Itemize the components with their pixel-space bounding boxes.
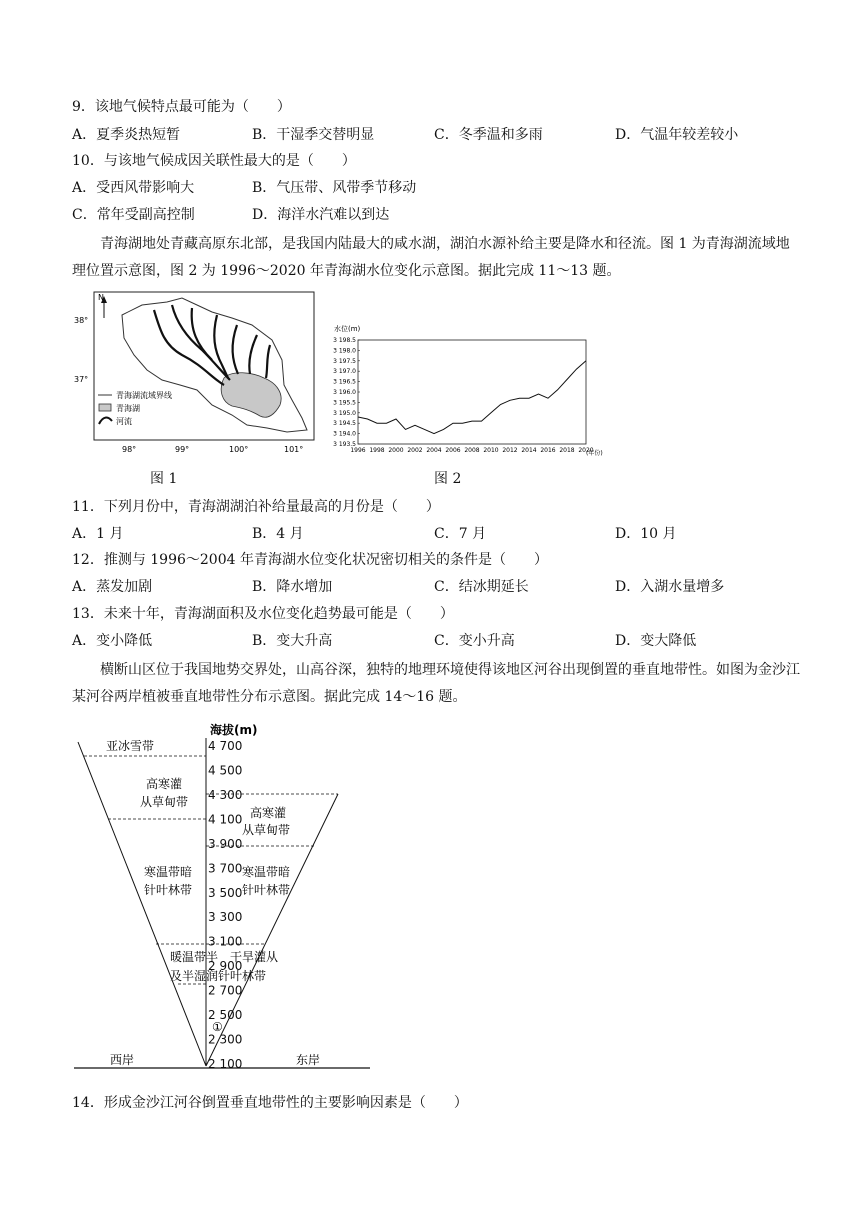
q13-option-b: B．变大升高 [252, 633, 333, 649]
legend-lake-icon [99, 404, 111, 411]
shared-zone-line2: 及半湿润针叶林带 [170, 969, 267, 983]
basin-boundary [122, 298, 307, 432]
question-14-stem: 14．形成金沙江河谷倒置垂直地带性的主要影响因素是（ ） [72, 1095, 468, 1111]
chart-y-tick-label: 3 194.5 [333, 420, 356, 428]
east-zone-alpine-line1: 高寒灌 [250, 806, 287, 820]
q9-option-a: A．夏季炎热短暂 [72, 127, 181, 143]
west-zone-conifer-line2: 针叶林带 [144, 883, 193, 897]
figure-2-water-level-chart [332, 322, 622, 458]
q12-option-d: D．入湖水量增多 [615, 579, 725, 595]
q12-option-b: B．降水增加 [252, 579, 333, 595]
chart-y-tick-label: 3 195.5 [333, 399, 356, 407]
q10-option-d: D．海洋水汽难以到达 [252, 207, 390, 223]
chart-x-tick-label: 1998 [369, 447, 385, 454]
q10-option-b: B．气压带、风带季节移动 [252, 180, 417, 196]
legend-boundary-label: 青海湖流域界线 [116, 391, 172, 400]
chart-x-tick-label: 2012 [502, 447, 518, 454]
q11-option-c: C．7 月 [434, 526, 487, 542]
q13-option-d: D．变大降低 [615, 633, 697, 649]
west-bank-label: 西岸 [110, 1053, 135, 1067]
chart-y-tick-label: 3 196.0 [333, 389, 356, 396]
chart-x-tick-label: 2018 [559, 447, 575, 454]
altitude-label: 3 100 [208, 934, 243, 949]
chart-x-tick-label: 2004 [426, 447, 442, 454]
altitude-label: 2 900 [208, 959, 243, 974]
rivers [154, 305, 270, 385]
lon-label-99: 99° [175, 445, 190, 454]
chart-plot-area [358, 340, 586, 444]
lon-label-100: 100° [229, 445, 249, 454]
q13-option-a: A．变小降低 [72, 633, 153, 649]
lon-label-101: 101° [284, 445, 304, 454]
altitude-label: 4 300 [208, 787, 243, 802]
chart-x-tick-label: 2014 [521, 447, 537, 454]
chart-y-tick-label: 3 193.5 [333, 441, 356, 448]
chart-y-tick-label: 3 197.0 [333, 368, 356, 376]
chart-x-tick-label: 1996 [350, 447, 366, 454]
q11-option-a: A．1 月 [72, 526, 124, 542]
altitude-label: 2 500 [208, 1008, 243, 1023]
west-zone-conifer-line1: 寒温带暗 [144, 865, 193, 879]
chart-x-tick-label: 2000 [388, 447, 404, 454]
legend-river-label: 河流 [116, 417, 132, 426]
question-11-stem: 11．下列月份中，青海湖湖泊补给量最高的月份是（ ） [72, 499, 440, 515]
west-zone-warm-line1: 暖温带半 [170, 950, 219, 964]
q11-option-b: B．4 月 [252, 526, 304, 542]
chart-y-tick-label: 3 198.0 [333, 347, 356, 355]
west-zone-ice-snow: 亚冰雪带 [106, 739, 155, 753]
q12-option-a: A．蒸发加剧 [72, 579, 153, 595]
east-bank-label: 东岸 [296, 1053, 321, 1067]
chart-y-tick-label: 3 198.5 [333, 337, 356, 344]
altitude-label: 3 500 [208, 885, 243, 900]
chart-xlabel: (年份) [586, 450, 603, 457]
chart-y-tick-label: 3 196.5 [333, 378, 356, 386]
altitude-axis-title: 海拔(m) [210, 723, 258, 737]
q9-option-b: B．干湿季交替明显 [252, 127, 375, 143]
altitude-label: 3 300 [208, 910, 243, 925]
q9-option-d: D．气温年较差较小 [615, 127, 739, 143]
west-slope [78, 742, 206, 1066]
question-13-stem: 13．未来十年，青海湖面积及水位变化趋势最可能是（ ） [72, 606, 454, 622]
chart-x-tick-label: 2016 [540, 447, 556, 454]
q13-option-c: C．变小升高 [434, 633, 515, 649]
chart-y-tick-label: 3 197.5 [333, 357, 356, 365]
chart-x-tick-label: 2006 [445, 447, 461, 454]
figure-3-vertical-zonation [70, 718, 380, 1074]
question-9-stem: 9．该地气候特点最可能为（ ） [72, 99, 291, 115]
chart-series-line [358, 361, 586, 434]
figure-1-caption: 图 1 [150, 471, 178, 487]
altitude-label: 3 700 [208, 861, 243, 876]
q11-option-d: D．10 月 [615, 526, 677, 542]
north-label: N [98, 293, 104, 302]
question-10-stem: 10．与该地气候成因关联性最大的是（ ） [72, 153, 356, 169]
q12-option-c: C．结冰期延长 [434, 579, 529, 595]
chart-x-tick-label: 2010 [483, 447, 499, 454]
west-zone-alpine-line2: 从草甸带 [140, 795, 189, 809]
passage-qinghai-lake: 青海湖地处青藏高原东北部，是我国内陆最大的咸水湖，湖泊水源补给主要是降水和径流。图 1 为青海湖流域地理位置示意图，图 2 为 1996～2020 年青海湖水位变化示意图。据此完成 11～13 题。 [72, 236, 790, 279]
altitude-label: 4 100 [208, 812, 243, 827]
figure-2-caption: 图 2 [434, 471, 462, 487]
passage-hengduan: 横断山区位于我国地势交界处，山高谷深，独特的地理环境使得该地区河谷出现倒置的垂直地带性。如图为金沙江某河谷两岸植被垂直地带性分布示意图。据此完成 14～16 题。 [72, 662, 800, 705]
question-12-stem: 12．推测与 1996～2004 年青海湖水位变化状况密切相关的条件是（ ） [72, 552, 548, 568]
east-zone-conifer-line2: 针叶林带 [242, 883, 291, 897]
q10-option-c: C．常年受副高控制 [72, 207, 195, 223]
chart-y-tick-label: 3 195.0 [333, 409, 356, 417]
lon-label-98: 98° [122, 445, 137, 454]
figure-1-map [72, 290, 317, 458]
chart-y-tick-label: 3 194.0 [333, 430, 356, 438]
legend-river-icon [99, 418, 112, 424]
chart-x-tick-label: 2008 [464, 447, 480, 454]
lat-label-37: 37° [74, 375, 89, 384]
altitude-label: 4 500 [208, 763, 243, 778]
legend-lake-label: 青海湖 [116, 404, 140, 413]
altitude-label: 3 900 [208, 836, 243, 851]
chart-x-tick-label: 2020 [578, 447, 594, 454]
altitude-label: 4 700 [208, 739, 243, 753]
q9-option-c: C．冬季温和多雨 [434, 127, 543, 143]
chart-x-tick-label: 2002 [407, 447, 423, 454]
east-zone-alpine-line2: 从草甸带 [242, 823, 291, 837]
east-zone-conifer-line1: 寒温带暗 [242, 865, 291, 879]
chart-ylabel: 水位(m) [334, 325, 361, 333]
altitude-label: 2 700 [208, 983, 243, 998]
lat-label-38: 38° [74, 316, 89, 325]
marker-1: ① [212, 1020, 223, 1034]
altitude-label: 2 100 [208, 1057, 243, 1071]
q10-option-a: A．受西风带影响大 [72, 180, 195, 196]
altitude-label: 2 300 [208, 1032, 243, 1047]
east-zone-dry-shrub: 干旱灌从 [230, 950, 279, 964]
west-zone-alpine-line1: 高寒灌 [146, 777, 183, 791]
